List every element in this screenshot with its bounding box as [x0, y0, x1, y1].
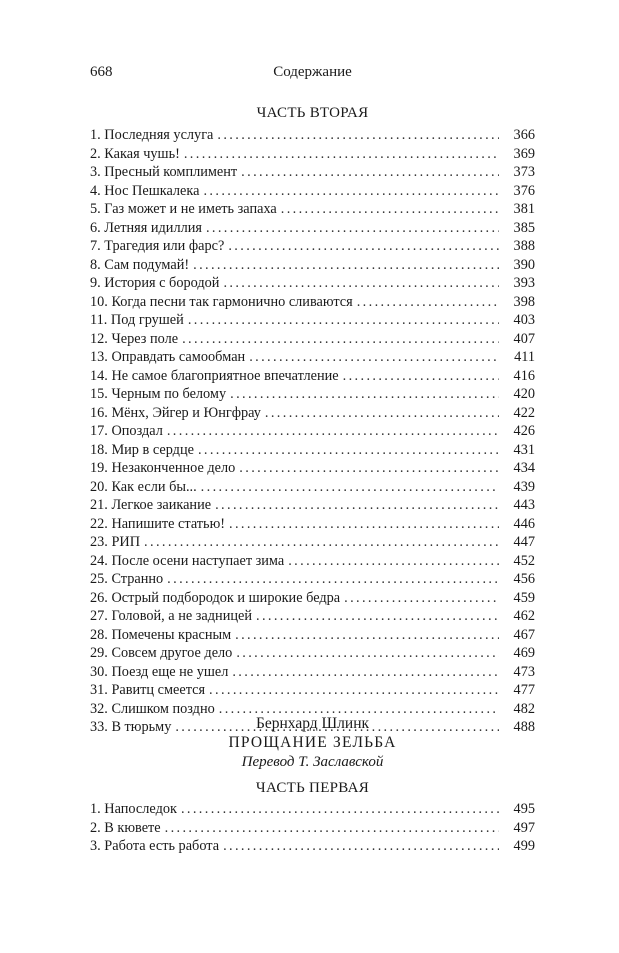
toc-entry-title: 8. Сам подумай! [90, 256, 190, 273]
dot-leader [230, 385, 499, 404]
toc-entry [90, 182, 535, 201]
toc-entry [90, 478, 535, 497]
dot-leader [165, 819, 499, 838]
toc-entry [90, 348, 535, 367]
book-author: Бернхард Шлинк [255, 715, 370, 732]
section-name: Содержание [273, 64, 352, 80]
toc-entry-page: 426 [513, 423, 535, 439]
toc-entry-page: 385 [513, 219, 535, 236]
toc-entry-page: 390 [513, 256, 535, 273]
toc-entry [90, 145, 535, 164]
toc-entry [90, 515, 535, 534]
toc-part-one [90, 800, 535, 856]
toc-entry-page: 431 [513, 441, 535, 458]
dot-leader [235, 626, 499, 645]
toc-entry [90, 552, 535, 571]
toc-entry [90, 219, 535, 238]
running-head [90, 62, 535, 82]
dot-leader [239, 459, 499, 478]
toc-entry [90, 404, 535, 423]
dot-leader [181, 800, 499, 819]
toc-entry [90, 589, 535, 608]
dot-leader [167, 422, 499, 441]
toc-entry-page: 456 [513, 571, 535, 587]
dot-leader [256, 607, 499, 626]
part-two-heading: ЧАСТЬ ВТОРАЯ [256, 105, 369, 121]
toc-entry-title: 16. Мёнх, Эйгер и Юнгфрау [90, 404, 261, 421]
toc-entry-title: 1. Напоследок [90, 801, 177, 817]
toc-entry [90, 570, 535, 589]
dot-leader [249, 348, 499, 367]
book-translator: Перевод Т. Заславской [241, 754, 384, 770]
dot-leader [209, 681, 499, 700]
book-title: ПРОЩАНИЕ ЗЕЛЬБА [228, 734, 397, 751]
toc-entry-page: 477 [513, 682, 535, 698]
toc-entry-title: 21. Легкое заикание [90, 497, 212, 513]
toc-entry [90, 533, 535, 552]
toc-entry-page: 398 [513, 293, 535, 310]
toc-entry-title: 20. Как если бы... [90, 478, 197, 495]
toc-entry-page: 366 [513, 127, 535, 143]
toc-entry [90, 422, 535, 441]
toc-entry [90, 311, 535, 330]
toc-entry [90, 256, 535, 275]
toc-entry-page: 422 [513, 404, 535, 421]
toc-entry-page: 447 [513, 534, 535, 550]
dot-leader [343, 367, 499, 386]
toc-entry [90, 274, 535, 293]
part-one-heading: ЧАСТЬ ПЕРВАЯ [255, 780, 370, 796]
toc-entry-title: 25. Странно [90, 571, 164, 587]
toc-entry-title: 18. Мир в сердце [90, 441, 194, 458]
toc-entry-title: 9. История с бородой [90, 275, 220, 291]
dot-leader [357, 293, 499, 312]
toc-entry-title: 17. Опоздал [90, 423, 163, 439]
toc-entry-page: 439 [513, 478, 535, 495]
toc-entry-page: 420 [513, 386, 535, 402]
toc-entry-page: 416 [513, 367, 535, 384]
toc-entry [90, 385, 535, 404]
toc-entry-page: 393 [513, 275, 535, 291]
toc-entry-title: 22. Напишите статью! [90, 515, 226, 532]
dot-leader [228, 237, 499, 256]
dot-leader [203, 182, 499, 201]
toc-entry-page: 369 [513, 145, 535, 162]
toc-entry-title: 30. Поезд еще не ушел [90, 663, 229, 680]
toc-entry-title: 26. Острый подбородок и широкие бедра [90, 589, 341, 606]
toc-entry-title: 12. Через поле [90, 330, 179, 347]
dot-leader [236, 644, 499, 663]
toc-entry-page: 462 [513, 608, 535, 624]
toc-entry [90, 644, 535, 663]
toc-entry-title: 13. Оправдать самообман [90, 349, 246, 365]
toc-entry-page: 446 [513, 515, 535, 532]
toc-entry-page: 482 [513, 700, 535, 717]
toc-entry-page: 381 [513, 201, 535, 217]
dot-leader [198, 441, 499, 460]
toc-entry [90, 819, 535, 838]
toc-entry [90, 837, 535, 856]
toc-entry [90, 237, 535, 256]
dot-leader [193, 256, 499, 275]
dot-leader [265, 404, 499, 423]
toc-entry-page: 443 [513, 497, 535, 513]
toc-entry [90, 681, 535, 700]
toc-entry [90, 200, 535, 219]
toc-entry-title: 33. В тюрьму [90, 719, 172, 735]
toc-entry-page: 488 [513, 719, 535, 735]
dot-leader [229, 515, 499, 534]
toc-entry [90, 126, 535, 145]
toc-entry [90, 459, 535, 478]
toc-entry [90, 330, 535, 349]
toc-entry-title: 11. Под грушей [90, 312, 184, 328]
dot-leader [184, 145, 499, 164]
toc-entry-title: 14. Не самое благоприятное впечатление [90, 367, 339, 384]
toc-entry-page: 495 [513, 801, 535, 817]
toc-entry-title: 1. Последняя услуга [90, 127, 214, 143]
toc-entry-page: 459 [513, 589, 535, 606]
dot-leader [288, 552, 499, 571]
toc-entry-page: 497 [513, 819, 535, 836]
dot-leader [144, 533, 499, 552]
toc-entry-title: 15. Черным по белому [90, 386, 227, 402]
toc-entry-page: 403 [513, 312, 535, 328]
toc-entry-page: 434 [513, 460, 535, 476]
toc-entry-title: 19. Незаконченное дело [90, 460, 236, 476]
dot-leader [223, 837, 499, 856]
toc-entry-title: 6. Летняя идиллия [90, 219, 202, 236]
toc-entry-page: 376 [513, 182, 535, 199]
toc-entry-title: 7. Трагедия или фарс? [90, 238, 225, 254]
toc-part-two [90, 126, 535, 737]
toc-entry-page: 373 [513, 164, 535, 180]
toc-entry-title: 4. Нос Пешкалека [90, 182, 200, 199]
toc-entry-title: 23. РИП [90, 534, 141, 550]
dot-leader [344, 589, 499, 608]
toc-entry-title: 29. Совсем другое дело [90, 645, 233, 661]
toc-entry-page: 411 [514, 349, 535, 365]
dot-leader [223, 274, 499, 293]
toc-entry-page: 473 [513, 663, 535, 680]
toc-entry-page: 407 [513, 330, 535, 347]
dot-leader [201, 478, 499, 497]
toc-entry-title: 2. Какая чушь! [90, 145, 180, 162]
toc-entry [90, 163, 535, 182]
page-number: 668 [90, 64, 113, 80]
toc-entry-title: 3. Пресный комплимент [90, 164, 238, 180]
toc-entry [90, 496, 535, 515]
toc-entry-page: 467 [513, 626, 535, 643]
toc-entry [90, 607, 535, 626]
toc-entry [90, 293, 535, 312]
toc-entry-title: 31. Равитц смеется [90, 682, 206, 698]
dot-leader [167, 570, 499, 589]
dot-leader [232, 663, 499, 682]
dot-leader [217, 126, 499, 145]
toc-entry-page: 388 [513, 238, 535, 254]
toc-entry-title: 32. Слишком поздно [90, 700, 215, 717]
toc-entry-title: 10. Когда песни так гармонично сливаются [90, 293, 353, 310]
toc-entry [90, 626, 535, 645]
dot-leader [182, 330, 499, 349]
dot-leader [188, 311, 499, 330]
dot-leader [215, 496, 499, 515]
toc-entry [90, 441, 535, 460]
dot-leader [206, 219, 499, 238]
toc-entry-title: 28. Помечены красным [90, 626, 232, 643]
toc-entry-title: 5. Газ может и не иметь запаха [90, 201, 277, 217]
toc-entry [90, 663, 535, 682]
book-block [90, 714, 535, 772]
toc-entry-page: 452 [513, 552, 535, 569]
toc-entry-page: 499 [513, 838, 535, 854]
dot-leader [241, 163, 499, 182]
toc-entry [90, 367, 535, 386]
toc-entry-title: 3. Работа есть работа [90, 838, 220, 854]
dot-leader [281, 200, 499, 219]
toc-entry-page: 469 [513, 645, 535, 661]
toc-entry-title: 27. Головой, а не задницей [90, 608, 253, 624]
toc-entry-title: 24. После осени наступает зима [90, 552, 285, 569]
toc-entry-title: 2. В кювете [90, 819, 161, 836]
toc-entry [90, 800, 535, 819]
